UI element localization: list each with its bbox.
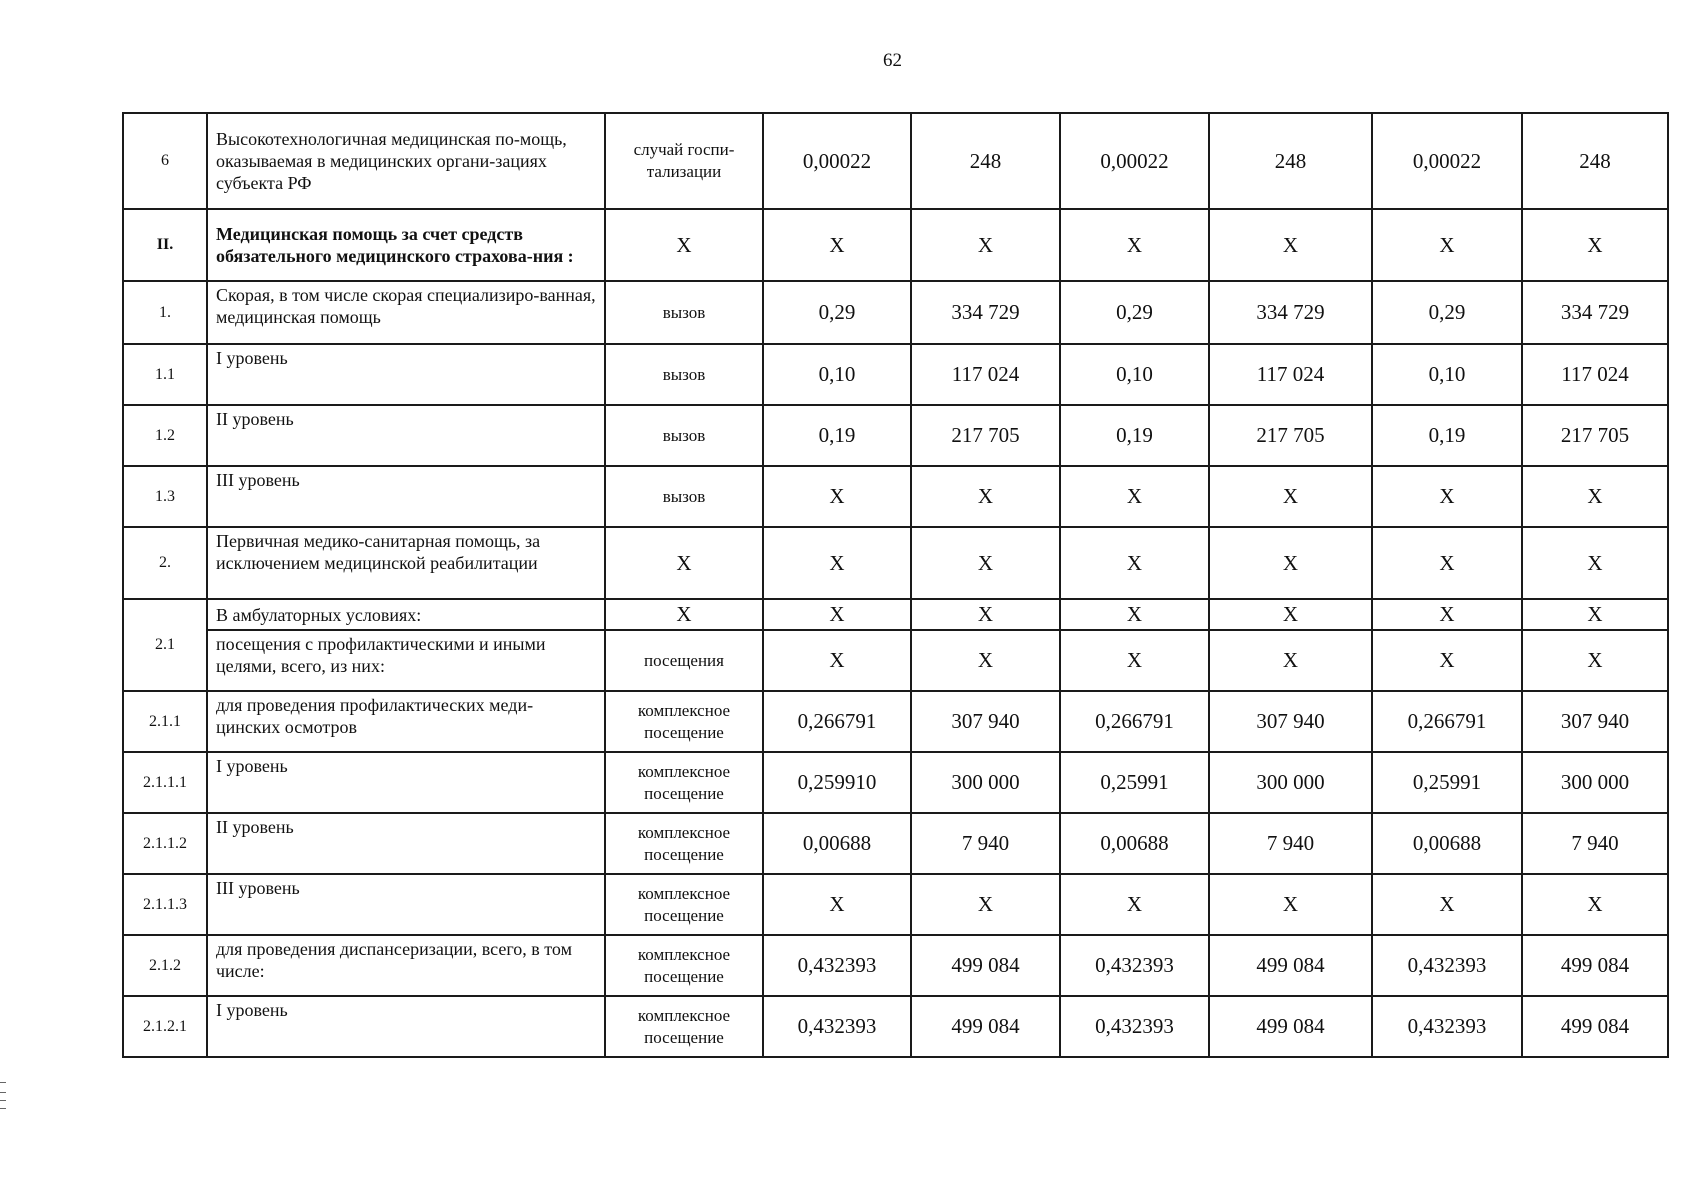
row-number: 2. [123,527,207,599]
row-name: для проведения профилактических меди-цинских осмотров [207,691,605,752]
row-value: 0,00688 [763,813,911,874]
row-value: 0,432393 [763,996,911,1057]
row-value: 217 705 [911,405,1060,466]
row-number: 2.1.2 [123,935,207,996]
row-value: 334 729 [1209,281,1372,344]
row-number: 2.1.1 [123,691,207,752]
row-value: Х [763,630,911,691]
row-value: Х [1522,599,1668,630]
row-number: 1.2 [123,405,207,466]
row-value: 7 940 [911,813,1060,874]
page-number: 62 [883,50,902,71]
row-value: Х [1522,209,1668,281]
row-value: Х [1060,874,1209,935]
row-value: Х [1372,209,1522,281]
row-value: Х [1522,874,1668,935]
row-value: 0,25991 [1372,752,1522,813]
scan-edge-mark [0,1108,6,1109]
row-value: Х [1209,599,1372,630]
row-number: 2.1.2.1 [123,996,207,1057]
row-value: 300 000 [1209,752,1372,813]
table-row [123,405,1668,466]
table-row [123,599,1668,630]
table-row [123,466,1668,527]
row-unit: Х [605,527,763,599]
row-number: 1.3 [123,466,207,527]
row-value: 0,19 [1060,405,1209,466]
row-unit: комплексное посещение [605,752,763,813]
row-number: 2.1.1.1 [123,752,207,813]
table-row [123,996,1668,1057]
row-value: 0,266791 [763,691,911,752]
row-value: 0,19 [1372,405,1522,466]
row-name: Скорая, в том числе скорая специализиро-ванная, медицинская помощь [207,281,605,344]
row-value: Х [1372,630,1522,691]
table-row [123,113,1668,209]
row-value: 0,10 [1060,344,1209,405]
row-value: Х [911,209,1060,281]
row-name: Первичная медико-санитарная помощь, за исключением медицинской реабилитации [207,527,605,599]
row-value: 117 024 [911,344,1060,405]
row-name: для проведения диспансеризации, всего, в том числе: [207,935,605,996]
table-row [123,752,1668,813]
row-name: I уровень [207,996,605,1057]
row-value: 0,432393 [763,935,911,996]
row-value: 499 084 [1209,935,1372,996]
table-row [123,281,1668,344]
row-value: Х [763,874,911,935]
table-row [123,344,1668,405]
row-unit: случай госпи-тализации [605,113,763,209]
table-row [123,813,1668,874]
row-unit: комплексное посещение [605,691,763,752]
row-value: 217 705 [1522,405,1668,466]
row-unit: Х [605,209,763,281]
row-value: Х [1060,527,1209,599]
row-value: 499 084 [911,996,1060,1057]
row-number: 1.1 [123,344,207,405]
row-value: 248 [1522,113,1668,209]
row-value: 0,00022 [763,113,911,209]
row-name: I уровень [207,752,605,813]
row-value: Х [1522,527,1668,599]
row-name: II уровень [207,813,605,874]
table-row [123,935,1668,996]
row-value: 0,432393 [1372,996,1522,1057]
row-name: I уровень [207,344,605,405]
row-value: 0,00022 [1060,113,1209,209]
row-unit: комплексное посещение [605,996,763,1057]
row-value: 0,00022 [1372,113,1522,209]
row-value: Х [1372,874,1522,935]
row-value: 334 729 [911,281,1060,344]
row-value: Х [1372,466,1522,527]
scan-edge-mark [0,1092,6,1093]
row-name: III уровень [207,466,605,527]
row-value: 0,00688 [1060,813,1209,874]
row-unit: посещения [605,630,763,691]
row-name: II уровень [207,405,605,466]
row-value: 248 [1209,113,1372,209]
row-value: Х [1060,466,1209,527]
row-unit: вызов [605,344,763,405]
row-value: Х [1372,527,1522,599]
row-value: Х [1209,630,1372,691]
row-value: 0,266791 [1372,691,1522,752]
row-value: 0,10 [763,344,911,405]
row-value: Х [763,209,911,281]
row-unit: вызов [605,466,763,527]
row-number: 2.1 [123,599,207,691]
row-value: Х [911,527,1060,599]
table-row [123,691,1668,752]
row-value: 0,19 [763,405,911,466]
row-value: 0,432393 [1372,935,1522,996]
row-value: 0,00688 [1372,813,1522,874]
row-name: посещения с профилактическими и иными целями, всего, из них: [207,630,605,691]
row-value: Х [1522,466,1668,527]
row-value: 0,29 [763,281,911,344]
table-row [123,630,1668,691]
table-row [123,527,1668,599]
row-value: 0,432393 [1060,996,1209,1057]
row-name: III уровень [207,874,605,935]
row-unit: комплексное посещение [605,935,763,996]
row-value: Х [1372,599,1522,630]
row-value: 499 084 [1522,935,1668,996]
row-value: Х [763,599,911,630]
row-value: 499 084 [911,935,1060,996]
row-value: Х [1522,630,1668,691]
row-value: 0,266791 [1060,691,1209,752]
data-table [122,112,1669,1058]
row-value: Х [1209,209,1372,281]
row-value: 248 [911,113,1060,209]
row-value: 307 940 [1209,691,1372,752]
row-value: Х [1060,630,1209,691]
row-value: 499 084 [1209,996,1372,1057]
row-name: Высокотехнологичная медицинская по-мощь, оказываемая в медицинских органи-зациях субъекта РФ [207,113,605,209]
row-unit: комплексное посещение [605,874,763,935]
row-value: 499 084 [1522,996,1668,1057]
scan-edge-mark [0,1100,6,1101]
row-value: 307 940 [911,691,1060,752]
row-unit: вызов [605,405,763,466]
row-value: 0,25991 [1060,752,1209,813]
table-row [123,209,1668,281]
row-value: 217 705 [1209,405,1372,466]
row-value: Х [911,630,1060,691]
row-value: 0,432393 [1060,935,1209,996]
row-value: 334 729 [1522,281,1668,344]
row-value: Х [1060,209,1209,281]
row-value: Х [911,599,1060,630]
row-number: 1. [123,281,207,344]
row-value: Х [1209,527,1372,599]
table-row [123,874,1668,935]
row-name: В амбулаторных условиях: [207,599,605,630]
row-value: Х [763,466,911,527]
row-value: 7 940 [1522,813,1668,874]
row-value: Х [911,874,1060,935]
row-number: 6 [123,113,207,209]
row-unit: комплексное посещение [605,813,763,874]
row-value: 117 024 [1209,344,1372,405]
row-value: Х [763,527,911,599]
row-value: 300 000 [1522,752,1668,813]
row-value: Х [1209,466,1372,527]
row-unit: вызов [605,281,763,344]
row-number: 2.1.1.3 [123,874,207,935]
row-number: II. [123,209,207,281]
row-value: Х [911,466,1060,527]
row-value: Х [1209,874,1372,935]
row-value: 7 940 [1209,813,1372,874]
scan-edge-mark [0,1082,6,1083]
row-value: 0,29 [1372,281,1522,344]
row-unit: Х [605,599,763,630]
row-value: 0,10 [1372,344,1522,405]
row-value: Х [1060,599,1209,630]
row-name: Медицинская помощь за счет средств обязательного медицинского страхова-ния : [207,209,605,281]
row-value: 117 024 [1522,344,1668,405]
row-value: 0,29 [1060,281,1209,344]
row-value: 307 940 [1522,691,1668,752]
row-value: 0,259910 [763,752,911,813]
row-value: 300 000 [911,752,1060,813]
row-number: 2.1.1.2 [123,813,207,874]
